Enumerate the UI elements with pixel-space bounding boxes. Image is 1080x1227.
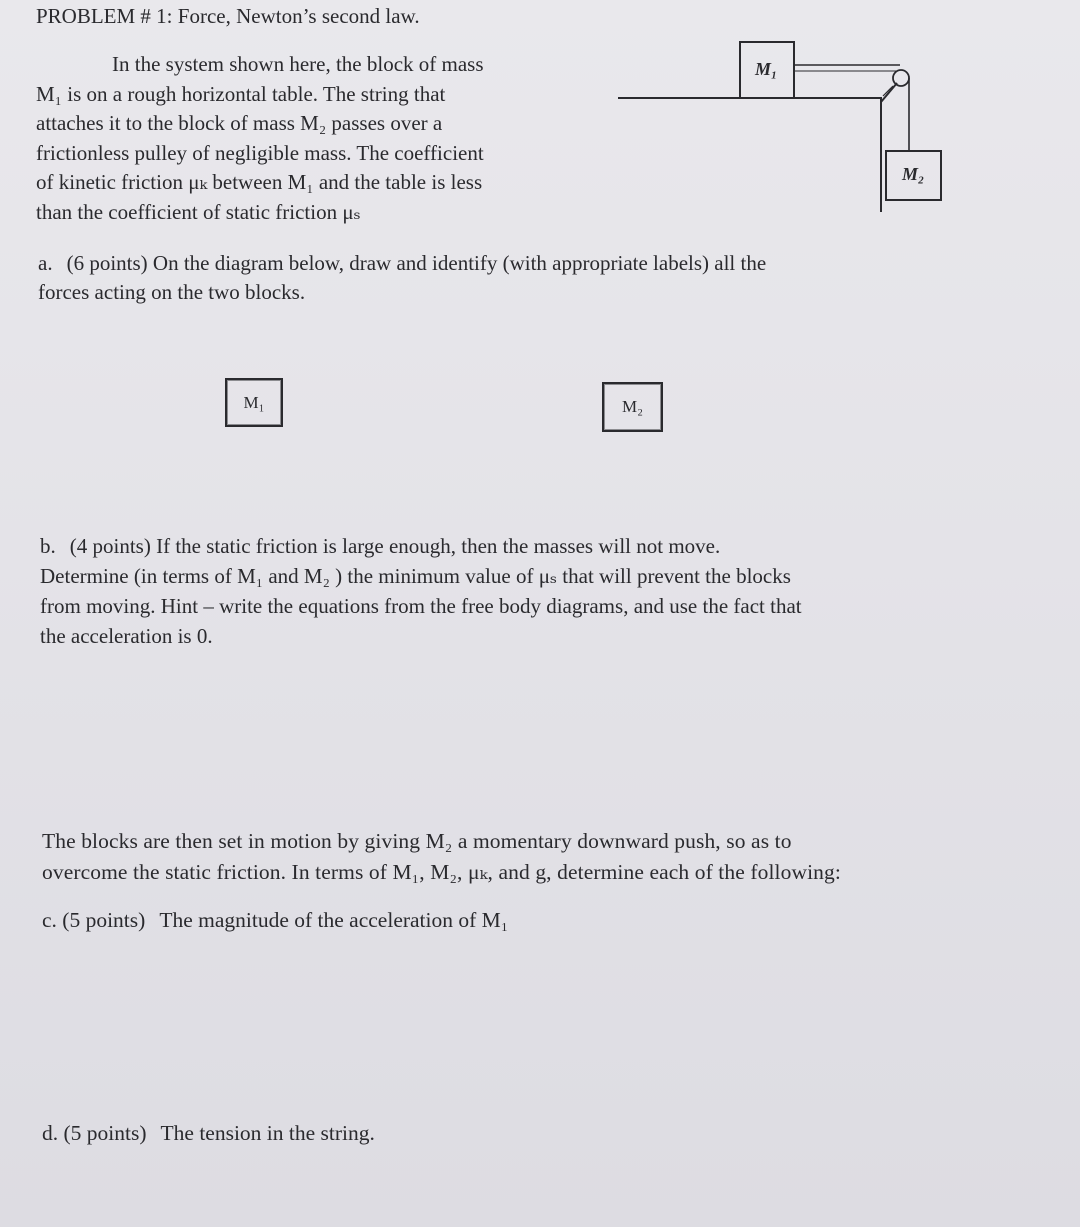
part-a-text-cont: forces acting on the two blocks. [38, 280, 306, 304]
part-a-question [38, 249, 1038, 307]
intro-line: of kinetic friction μₖ between M₁ and the table is less [36, 170, 483, 194]
problem-intro [36, 50, 596, 227]
part-b-text: (4 points) If the static friction is large enough, then the masses will not move. [69, 534, 721, 558]
pulley-system-diagram [600, 30, 960, 225]
intro-line: frictionless pulley of negligible mass. The coefficient [36, 140, 484, 165]
part-c-text: The magnitude of the acceleration of M₁ [159, 908, 509, 932]
part-c-label: c. [42, 908, 57, 932]
part-c-points: (5 points) [62, 908, 146, 932]
part-b-question [40, 531, 1050, 651]
part-d-text: The tension in the string. [160, 1121, 375, 1145]
intro-line: In the system shown here, the block of mass [112, 52, 484, 76]
pulley-diagram-svg [600, 30, 960, 220]
free-body-label-m2: M₂ [621, 397, 644, 416]
intro-line: attaches it to the block of mass M₂ passes over a [36, 111, 443, 135]
part-b-text-line: the acceleration is 0. [40, 624, 213, 648]
pulley-bracket [881, 83, 897, 102]
part-c-question [42, 908, 508, 933]
part-b-text-line: from moving. Hint – write the equations from the free body diagrams, and use the fact that [40, 594, 802, 618]
free-body-box-m1 [225, 378, 283, 427]
part-d-label: d. [42, 1121, 59, 1145]
motion-setup-text [42, 826, 1062, 888]
part-a-text: (6 points) On the diagram below, draw and identify (with appropriate labels) all the [66, 251, 767, 275]
part-b-label: b. [40, 534, 56, 558]
problem-title: PROBLEM # 1: Force, Newton’s second law. [36, 4, 420, 28]
free-body-box-m2 [602, 382, 663, 432]
part-b-text-line: Determine (in terms of M₁ and M₂ ) the minimum value of μₛ that will prevent the blocks [40, 564, 791, 588]
block-m1-label: M₁ [755, 59, 778, 79]
part-d-points: (5 points) [63, 1121, 147, 1145]
intro-line: than the coefficient of static friction μₛ [36, 199, 361, 224]
block-m2-label: M₂ [902, 164, 925, 184]
setup-line: overcome the static friction. In terms of M₁, M₂, μₖ, and g, determine each of the following: [42, 860, 841, 884]
intro-line: M₁ is on a rough horizontal table. The string that [36, 81, 446, 106]
setup-line: The blocks are then set in motion by giving M₂ a momentary downward push, so as to [42, 829, 792, 853]
part-d-question [42, 1121, 375, 1146]
part-a-label: a. [38, 251, 53, 275]
free-body-label-m1: M₁ [243, 392, 265, 412]
